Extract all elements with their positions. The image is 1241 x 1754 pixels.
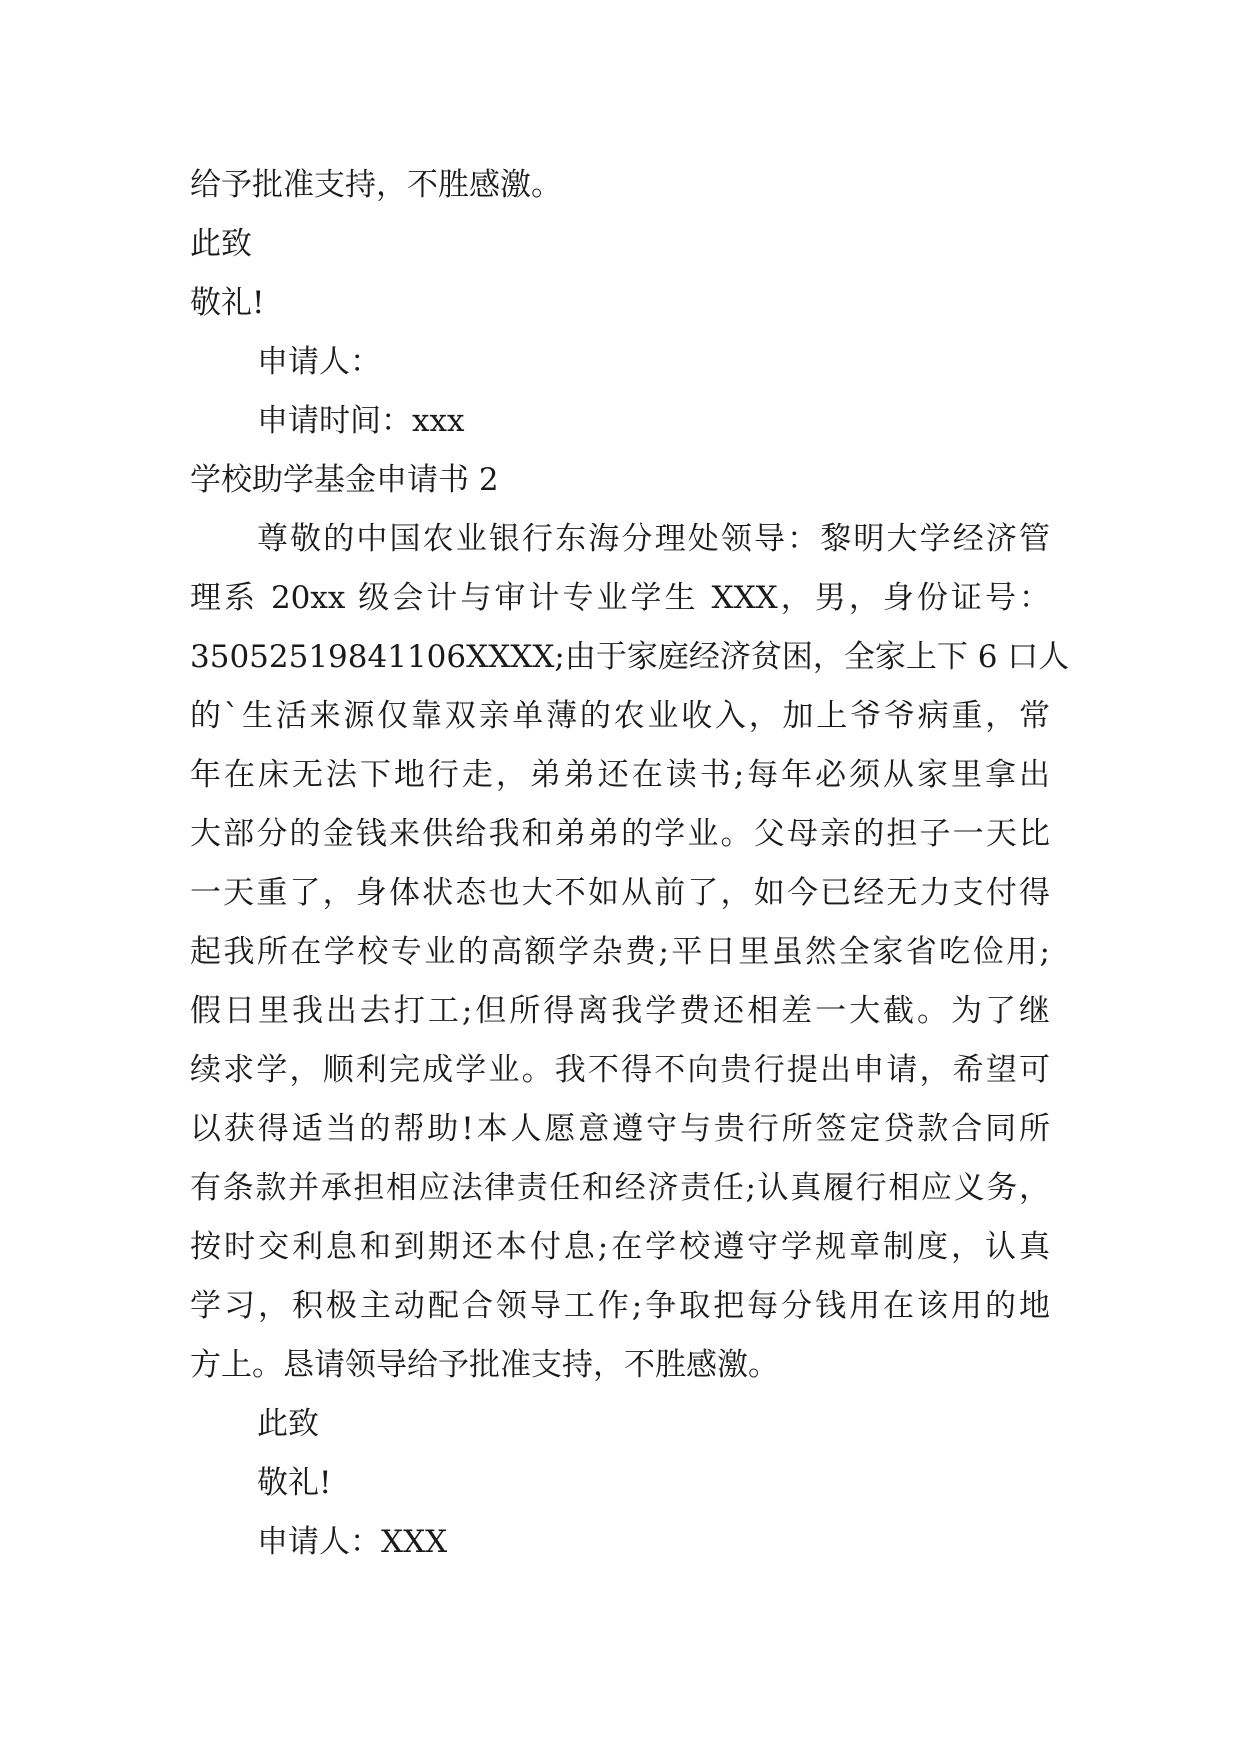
letter-line: 按时交利息和到期还本付息;在学校遵守学规章制度，认真 — [190, 1229, 1050, 1265]
letter-line: 尊敬的中国农业银行东海分理处领导：黎明大学经济管 — [257, 521, 1050, 557]
regards: 敬礼! — [257, 1465, 332, 1501]
letter-line: 学习，积极主动配合领导工作;争取把每分钱用在该用的地 — [190, 1288, 1050, 1324]
letter-line: 大部分的金钱来供给我和弟弟的学业。父母亲的担子一天比 — [190, 816, 1050, 852]
letter-line: 一天重了，身体状态也大不如从前了，如今已经无力支付得 — [190, 875, 1050, 911]
letter-line: 续求学，顺利完成学业。我不得不向贵行提出申请，希望可 — [190, 1052, 1050, 1088]
closing-continuation: 给予批准支持，不胜感激。 — [190, 167, 562, 203]
letter-line: 有条款并承担相应法律责任和经济责任;认真履行相应义务， — [190, 1170, 1050, 1206]
section-title: 学校助学基金申请书 2 — [190, 462, 499, 498]
letter-line: 假日里我出去打工;但所得离我学费还相差一大截。为了继 — [190, 993, 1050, 1029]
letter-line: 年在床无法下地行走，弟弟还在读书;每年必须从家里拿出 — [190, 757, 1050, 793]
letter-line: 的`生活来源仅靠双亲单薄的农业收入，加上爷爷病重，常 — [190, 698, 1050, 734]
application-date: 申请时间：xxx — [257, 403, 465, 439]
salutation: 此致 — [190, 226, 252, 262]
regards: 敬礼! — [190, 285, 265, 321]
applicant-label: 申请人：XXX — [257, 1524, 448, 1560]
letter-line: 方上。恳请领导给予批准支持，不胜感激。 — [190, 1347, 779, 1383]
letter-line: 理系 20xx 级会计与审计专业学生 XXX，男，身份证号： — [190, 580, 1050, 616]
applicant-label: 申请人： — [257, 344, 381, 380]
letter-line: 35052519841106XXXX;由于家庭经济贫困，全家上下 6 口人 — [190, 639, 1070, 675]
letter-line: 起我所在学校专业的高额学杂费;平日里虽然全家省吃俭用; — [190, 934, 1050, 970]
salutation: 此致 — [257, 1406, 319, 1442]
letter-line: 以获得适当的帮助!本人愿意遵守与贵行所签定贷款合同所 — [190, 1111, 1050, 1147]
